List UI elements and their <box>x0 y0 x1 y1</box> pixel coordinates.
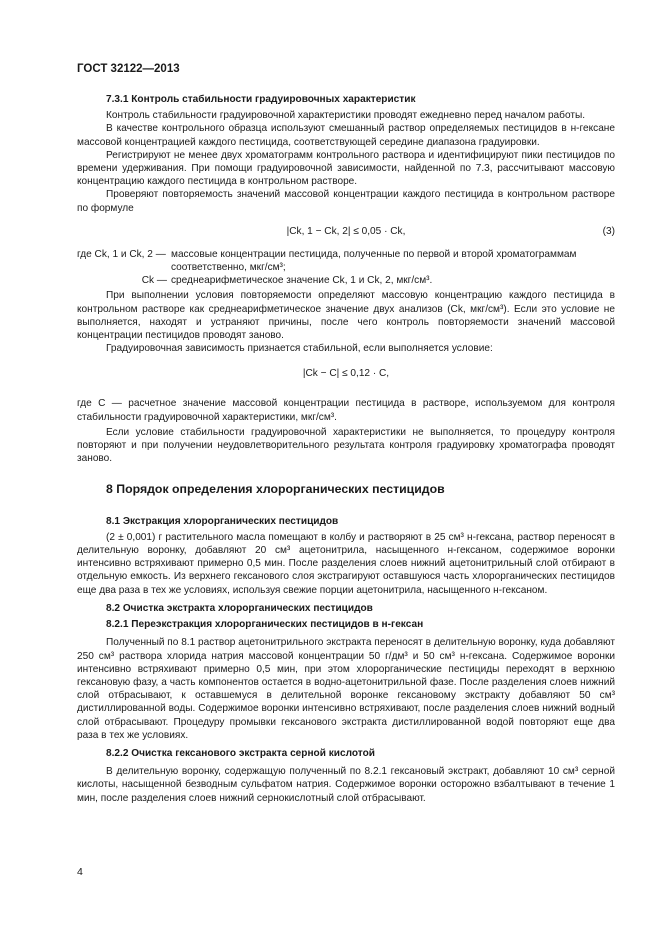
page-number: 4 <box>77 866 83 878</box>
formula-4-expression: |Ck − C| ≤ 0,12 · C, <box>302 368 390 380</box>
definition-row <box>77 248 615 274</box>
section-title-7-3-1: 7.3.1 Контроль стабильности градуировочных характеристик <box>106 94 416 105</box>
paragraph: В делительную воронку, содержащую полученный по 8.2.1 гексановый экстракт, добавляют 10 см³ серной кислоты, насыщенной безводным сульфатом натрия. Содержимое воронки осторожно взбалтывают в течение 1 мин, после разделения слоев нижний сернокислотный слой отбрасывают. <box>77 766 615 804</box>
section-title-8-2: 8.2 Очистка экстракта хлорорганических пестицидов <box>106 602 373 614</box>
formula-definitions <box>77 248 615 288</box>
section-title-8: 8 Порядок определения хлорорганических пестицидов <box>106 482 445 497</box>
paragraph: Полученный по 8.1 раствор ацетонитрильного экстракта переносят в делительную воронку, куда добавляют 250 см³ раствора хлорида натрия массовой концентрации 50 г/дм³ и 50 см³ н-гексана. Содержимое воронки интенсивно встряхивают примерно 0,5 мин, при этом хлорорганические пестициды переходят в верхнюю гексановую фазу, а часть компонентов остается в водно-ацетонитрильной фазе. После разделения слоев нижний слой отбрасывают, к оставшемуся в делительной воронке гексановому экстракту добавляют 50 см³ дистиллированной воды. Содержимое воронки интенсивно встряхивают, после разделения слоев нижний водный слой отбрасывают. Процедуру промывки гексанового экстракта дистиллированной водой повторяют еще два раза в тех же условиях. <box>77 637 615 741</box>
formula-4-definition: где C — расчетное значение массовой концентрации пестицида в растворе, используемом для контроля стабильности градуировочной характеристики, мкг/см³. <box>77 398 615 423</box>
formula-3-expression: |Ck, 1 − Ck, 2| ≤ 0,05 · Ck, <box>286 225 406 237</box>
paragraph: Регистрируют не менее двух хроматограмм контрольного раствора и идентифицируют пики пестицидов по времени удерживания. При помощи градуировочной зависимости, найденной по 7.3, рассчитывают массовую концентрацию каждого пестицида в контрольном растворе. <box>77 149 615 188</box>
definition-key: где Ck, 1 и Ck, 2 — <box>77 248 166 260</box>
formula-3 <box>77 225 615 239</box>
paragraph: Контроль стабильности градуировочной характеристики проводят ежедневно перед началом работы. <box>106 110 586 122</box>
paragraph: (2 ± 0,001) г растительного масла помещают в колбу и растворяют в 25 см³ н-гексана, раствор переносят в делительную воронку, добавляют 20 см³ ацетонитрила, насыщенного н-гексаном, содержимое воронки интенсивно встряхивают примерно 0,5 мин. После разделения слоев нижний ацетонитрильный слой отбирают в отдельную емкость. Из верхнего гексанового слоя экстрагируют оставшуюся часть хлорорганических пестицидов еще два раза в тех же условиях, используя свежие порции ацетонитрила, насыщенного н-гексаном. <box>77 531 615 596</box>
paragraph: В качестве контрольного образца используют смешанный раствор определяемых пестицидов в н-гексане массовой концентрацией каждого пестицида, соответствующей середине диапазона градуировки. <box>77 123 615 148</box>
section-title-8-2-2: 8.2.2 Очистка гексанового экстракта серной кислотой <box>106 747 375 759</box>
definition-value: массовые концентрации пестицида, полученные по первой и второй хроматограммам соответственно, мкг/см³; <box>171 248 577 274</box>
section-title-8-1: 8.1 Экстракция хлорорганических пестицидов <box>106 515 339 527</box>
formula-3-number: (3) <box>602 225 615 237</box>
formula-4 <box>77 367 615 381</box>
section-title-8-2-1: 8.2.1 Переэкстракция хлорорганических пестицидов в н-гексан <box>106 619 424 631</box>
running-header: ГОСТ 32122—2013 <box>77 63 180 75</box>
paragraph: При выполнении условия повторяемости определяют массовую концентрацию каждого пестицида в контрольном растворе как среднеарифметическое значение двух анализов (Ck, мкг/см³). Если это условие не выполняется, находят и устраняют причины, после чего контроль повторяемости значений массовой концентрации пестицидов проводят заново. <box>77 290 615 342</box>
page-content <box>77 93 615 805</box>
definition-row <box>77 274 615 287</box>
paragraph: Градуировочная зависимость признается стабильной, если выполняется условие: <box>106 343 493 355</box>
paragraph: Проверяют повторяемость значений массовой концентрации каждого пестицида в контрольном растворе по формуле <box>77 189 615 214</box>
paragraph: Если условие стабильности градуировочной характеристики не выполняется, то процедуру контроля повторяют и при получении неудовлетворительного результата контроля градуировку хроматографа проводят заново. <box>77 426 615 465</box>
definition-key: Ck — <box>141 275 167 287</box>
definition-value: среднеарифметическое значение Ck, 1 и Ck, 2, мкг/см³. <box>171 275 433 287</box>
